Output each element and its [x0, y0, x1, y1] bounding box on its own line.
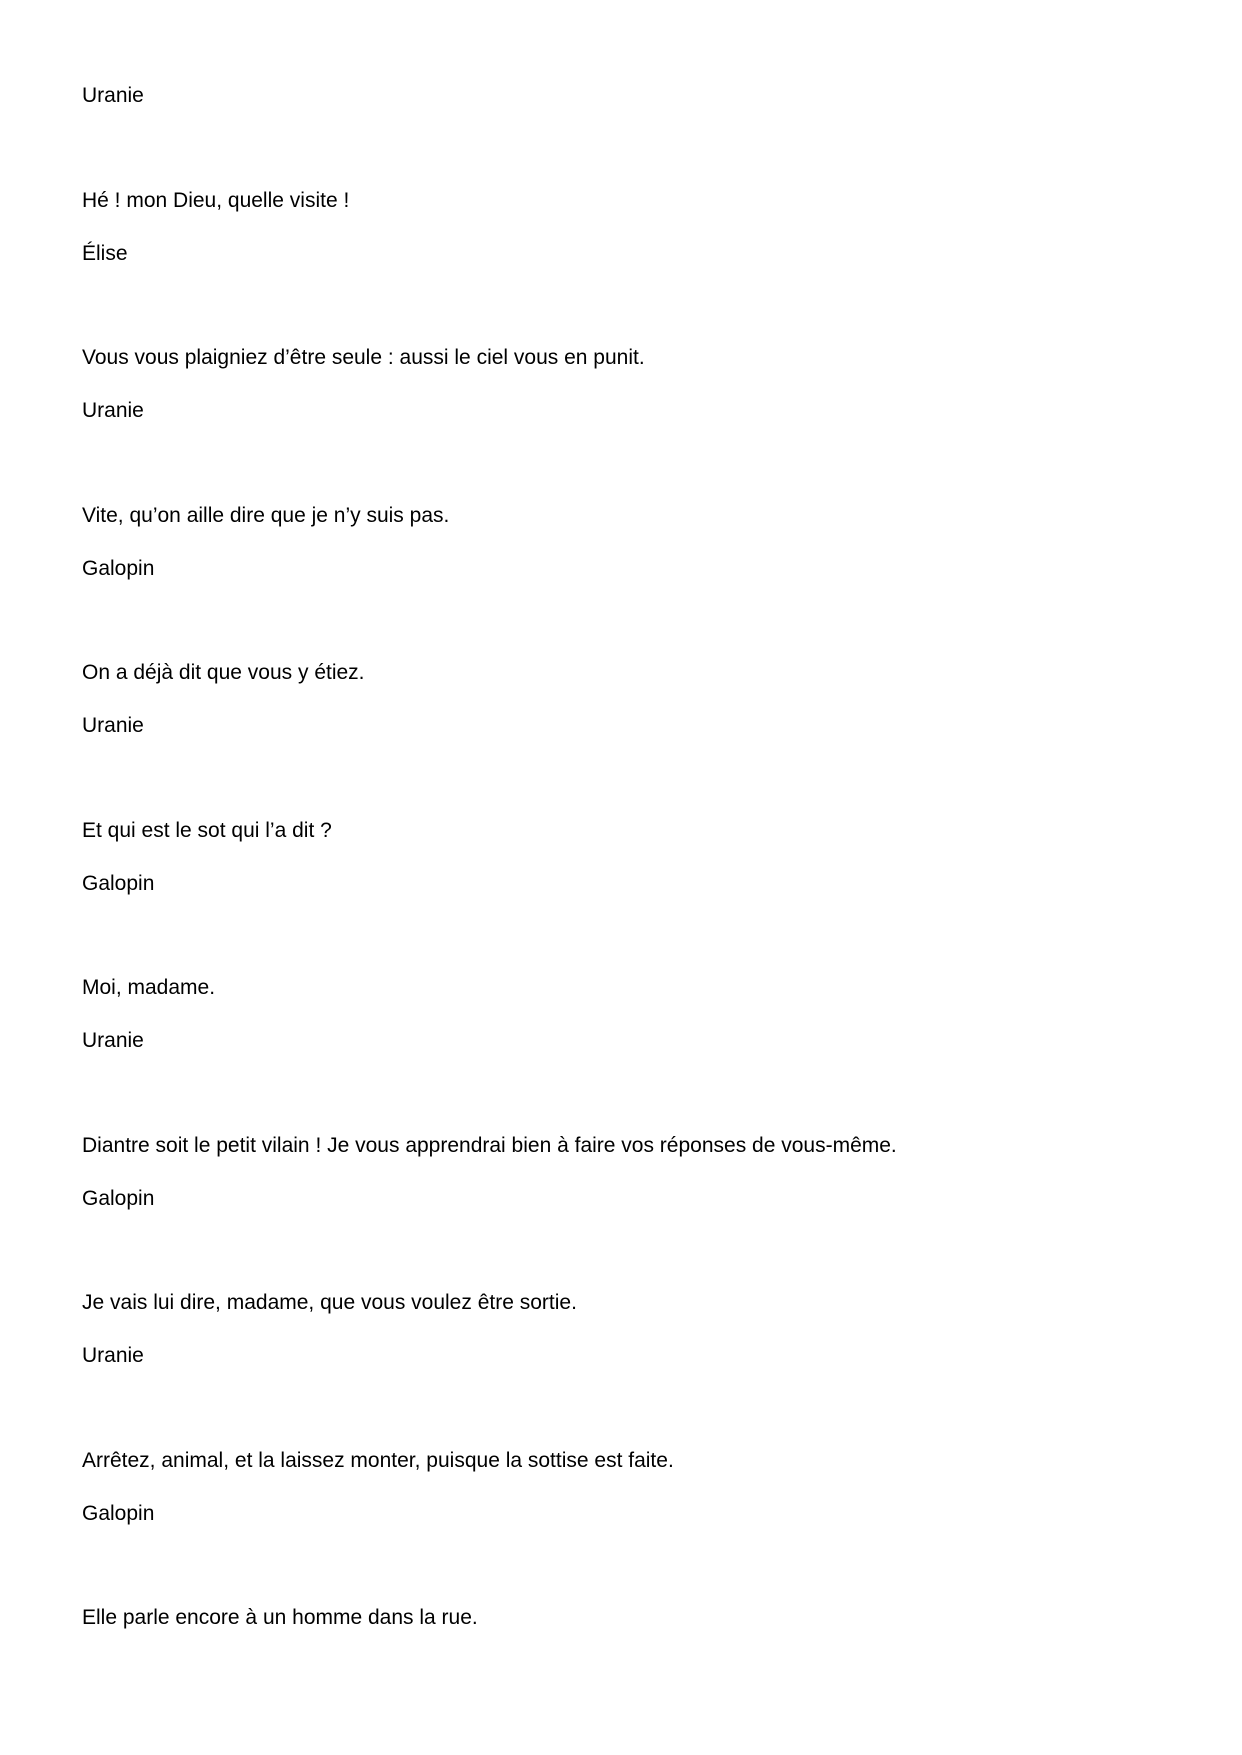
dialogue-line: Arrêtez, animal, et la laissez monter, puisque la sottise est faite. [82, 1449, 674, 1472]
dialogue-line: On a déjà dit que vous y étiez. [82, 661, 365, 684]
dialogue-line: Elle parle encore à un homme dans la rue. [82, 1606, 478, 1629]
speaker-name: Uranie [82, 399, 144, 422]
dialogue-line: Vite, qu’on aille dire que je n’y suis pas. [82, 504, 450, 527]
dialogue-line: Vous vous plaigniez d’être seule : aussi le ciel vous en punit. [82, 346, 645, 369]
speaker-name: Galopin [82, 1502, 155, 1525]
dialogue-line: Et qui est le sot qui l’a dit ? [82, 819, 332, 842]
speaker-name: Uranie [82, 84, 144, 107]
speaker-name: Uranie [82, 714, 144, 737]
speaker-name: Uranie [82, 1344, 144, 1367]
dialogue-line: Diantre soit le petit vilain ! Je vous apprendrai bien à faire vos réponses de vous-même. [82, 1134, 897, 1157]
dialogue-line: Je vais lui dire, madame, que vous voulez être sortie. [82, 1291, 577, 1314]
speaker-name: Galopin [82, 557, 155, 580]
speaker-name: Galopin [82, 872, 155, 895]
speaker-name: Uranie [82, 1029, 144, 1052]
dialogue-line: Hé ! mon Dieu, quelle visite ! [82, 189, 350, 212]
speaker-name: Galopin [82, 1187, 155, 1210]
speaker-name: Élise [82, 242, 128, 265]
dialogue-line: Moi, madame. [82, 976, 216, 999]
